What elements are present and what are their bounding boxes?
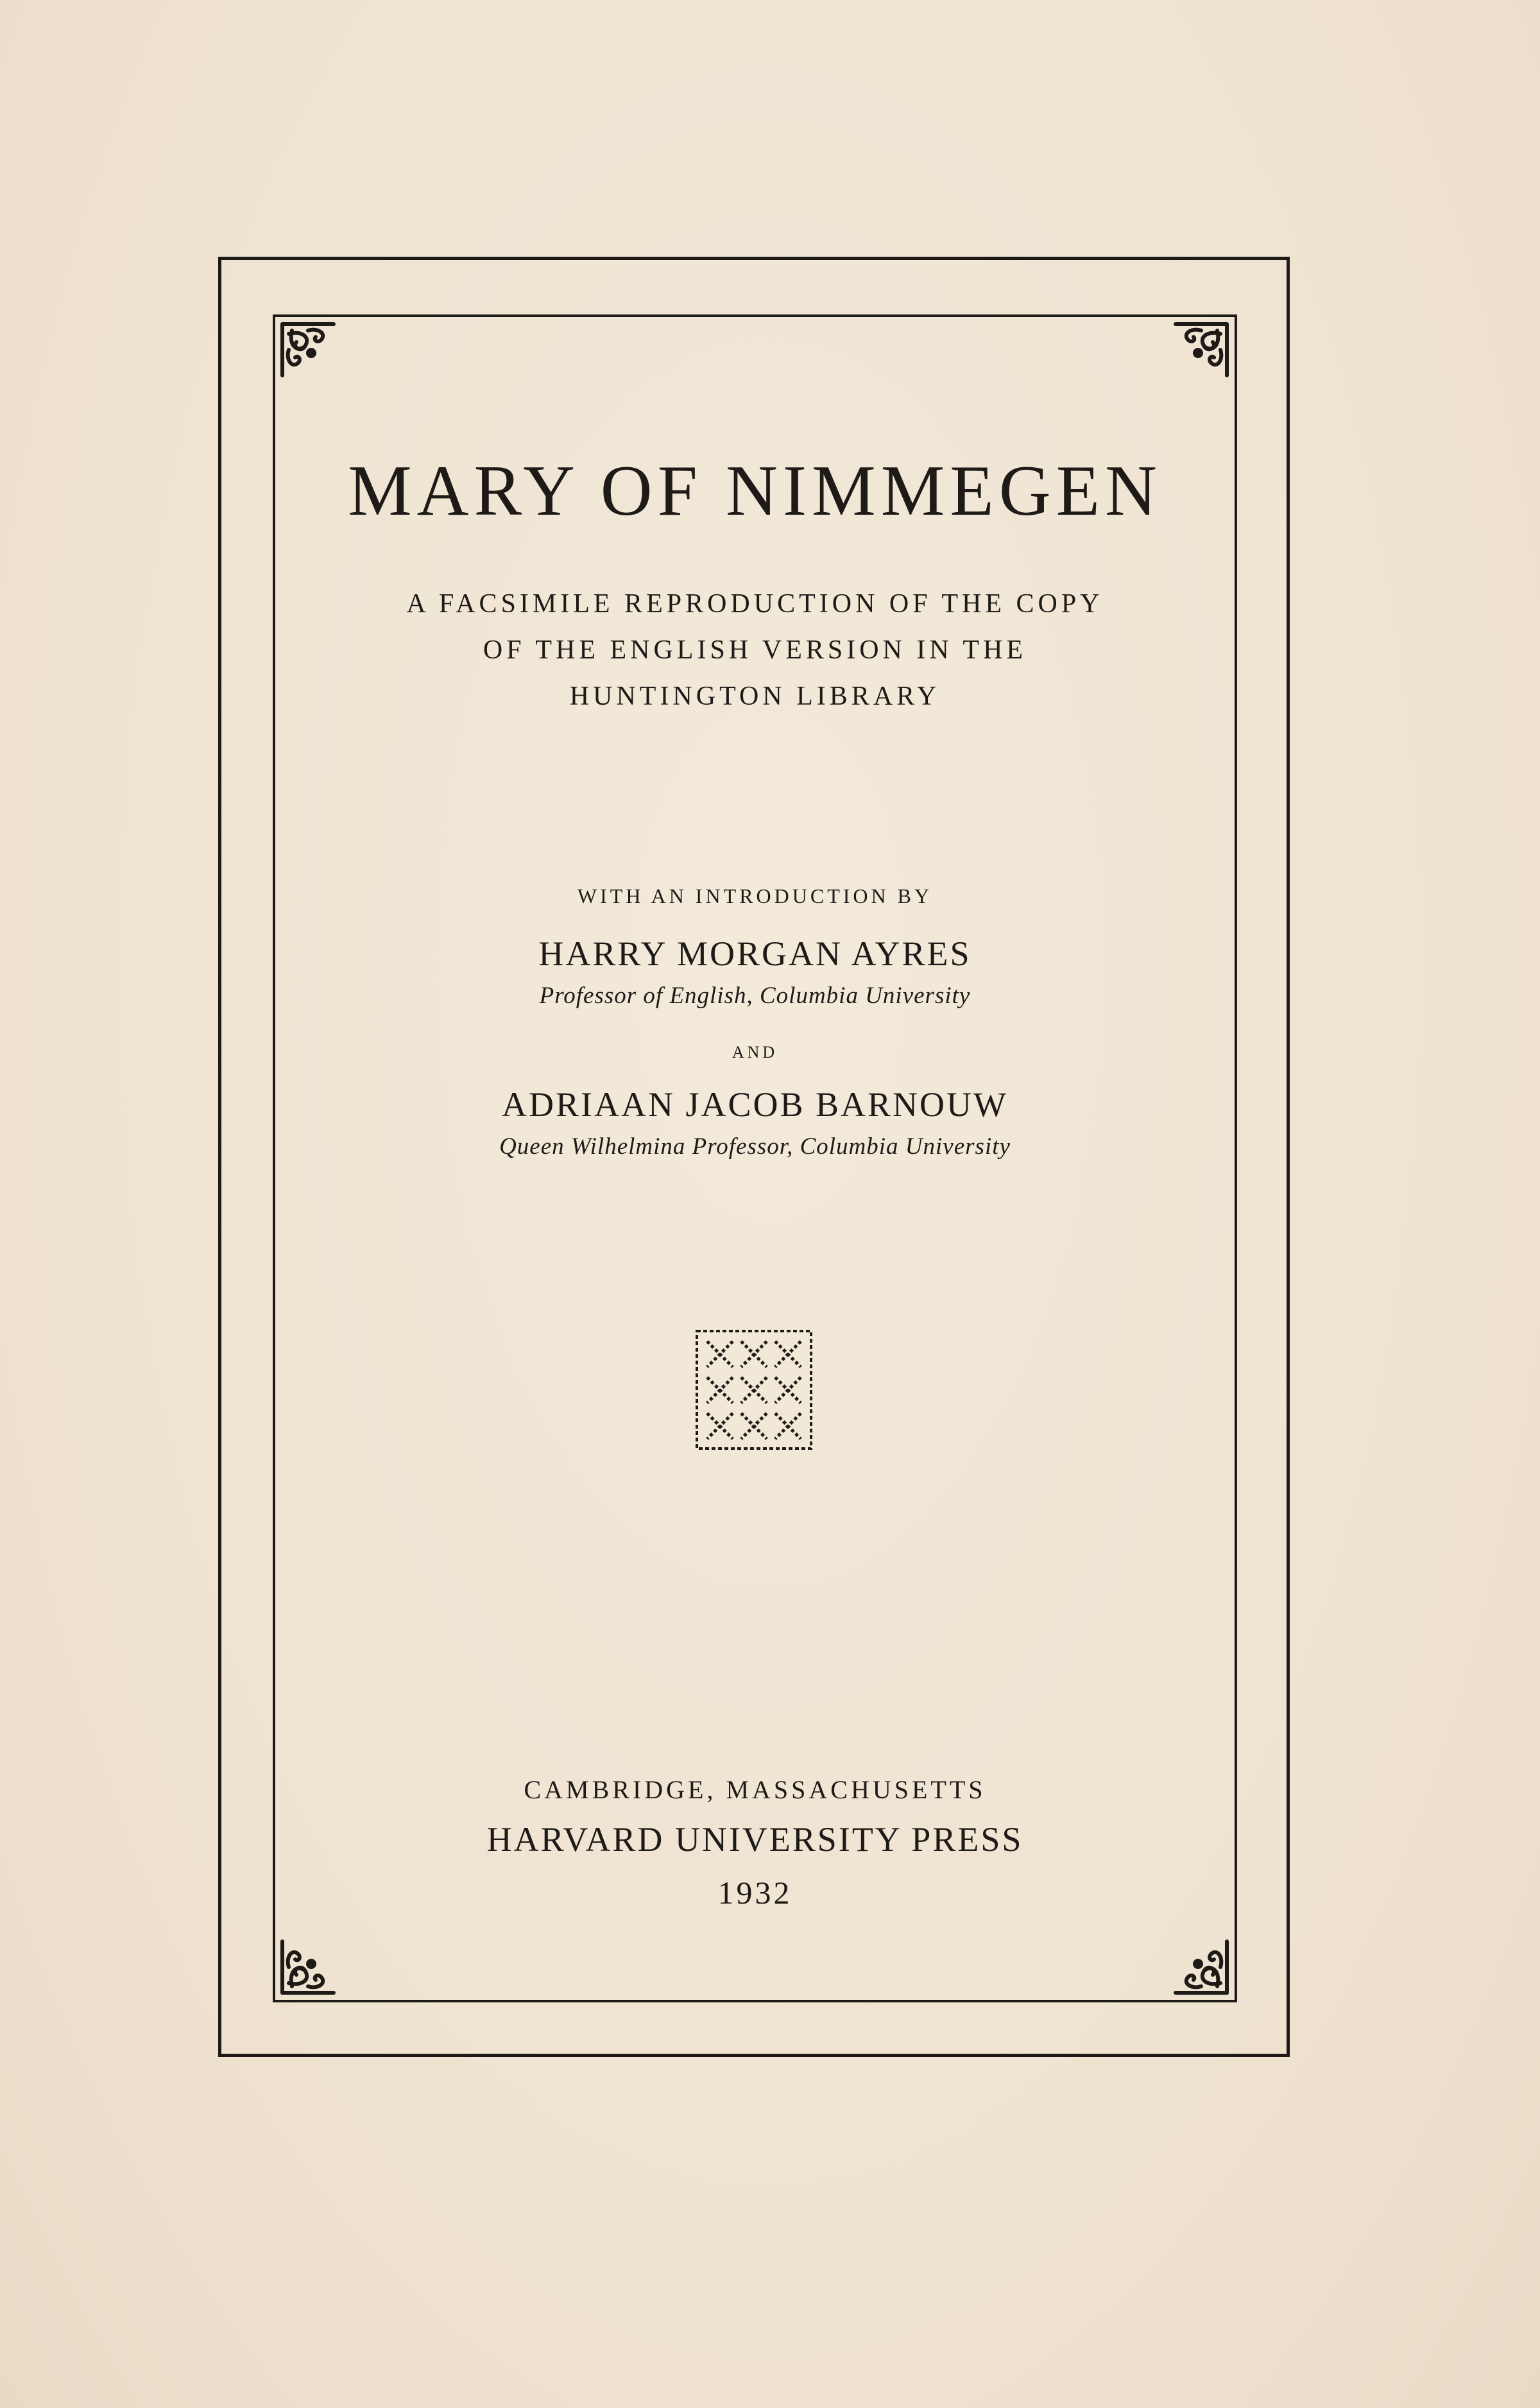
conjunction: AND bbox=[732, 1043, 778, 1062]
subtitle bbox=[273, 581, 1237, 719]
author-affiliation: Professor of English, Columbia University bbox=[539, 983, 971, 1009]
printers-device-icon bbox=[693, 1327, 815, 1452]
fleuron-corner-icon bbox=[1169, 1935, 1233, 1999]
subtitle-line: HUNTINGTON LIBRARY bbox=[569, 682, 941, 711]
book-title: MARY OF NIMMEGEN bbox=[348, 451, 1162, 531]
fleuron-corner-icon bbox=[276, 318, 340, 382]
imprint-publisher: HARVARD UNIVERSITY PRESS bbox=[486, 1820, 1023, 1859]
fleuron-corner-icon bbox=[1169, 318, 1233, 382]
imprint-year: 1932 bbox=[717, 1875, 792, 1911]
author-affiliation: Queen Wilhelmina Professor, Columbia University bbox=[499, 1133, 1011, 1160]
introduction-label: WITH AN INTRODUCTION BY bbox=[577, 884, 933, 907]
author-name: HARRY MORGAN AYRES bbox=[538, 934, 971, 973]
imprint-place: CAMBRIDGE, MASSACHUSETTS bbox=[524, 1775, 986, 1804]
subtitle-line: A FACSIMILE REPRODUCTION OF THE COPY bbox=[406, 589, 1104, 619]
author-name: ADRIAAN JACOB BARNOUW bbox=[501, 1085, 1009, 1124]
subtitle-line: OF THE ENGLISH VERSION IN THE bbox=[483, 635, 1027, 665]
fleuron-corner-icon bbox=[276, 1935, 340, 1999]
